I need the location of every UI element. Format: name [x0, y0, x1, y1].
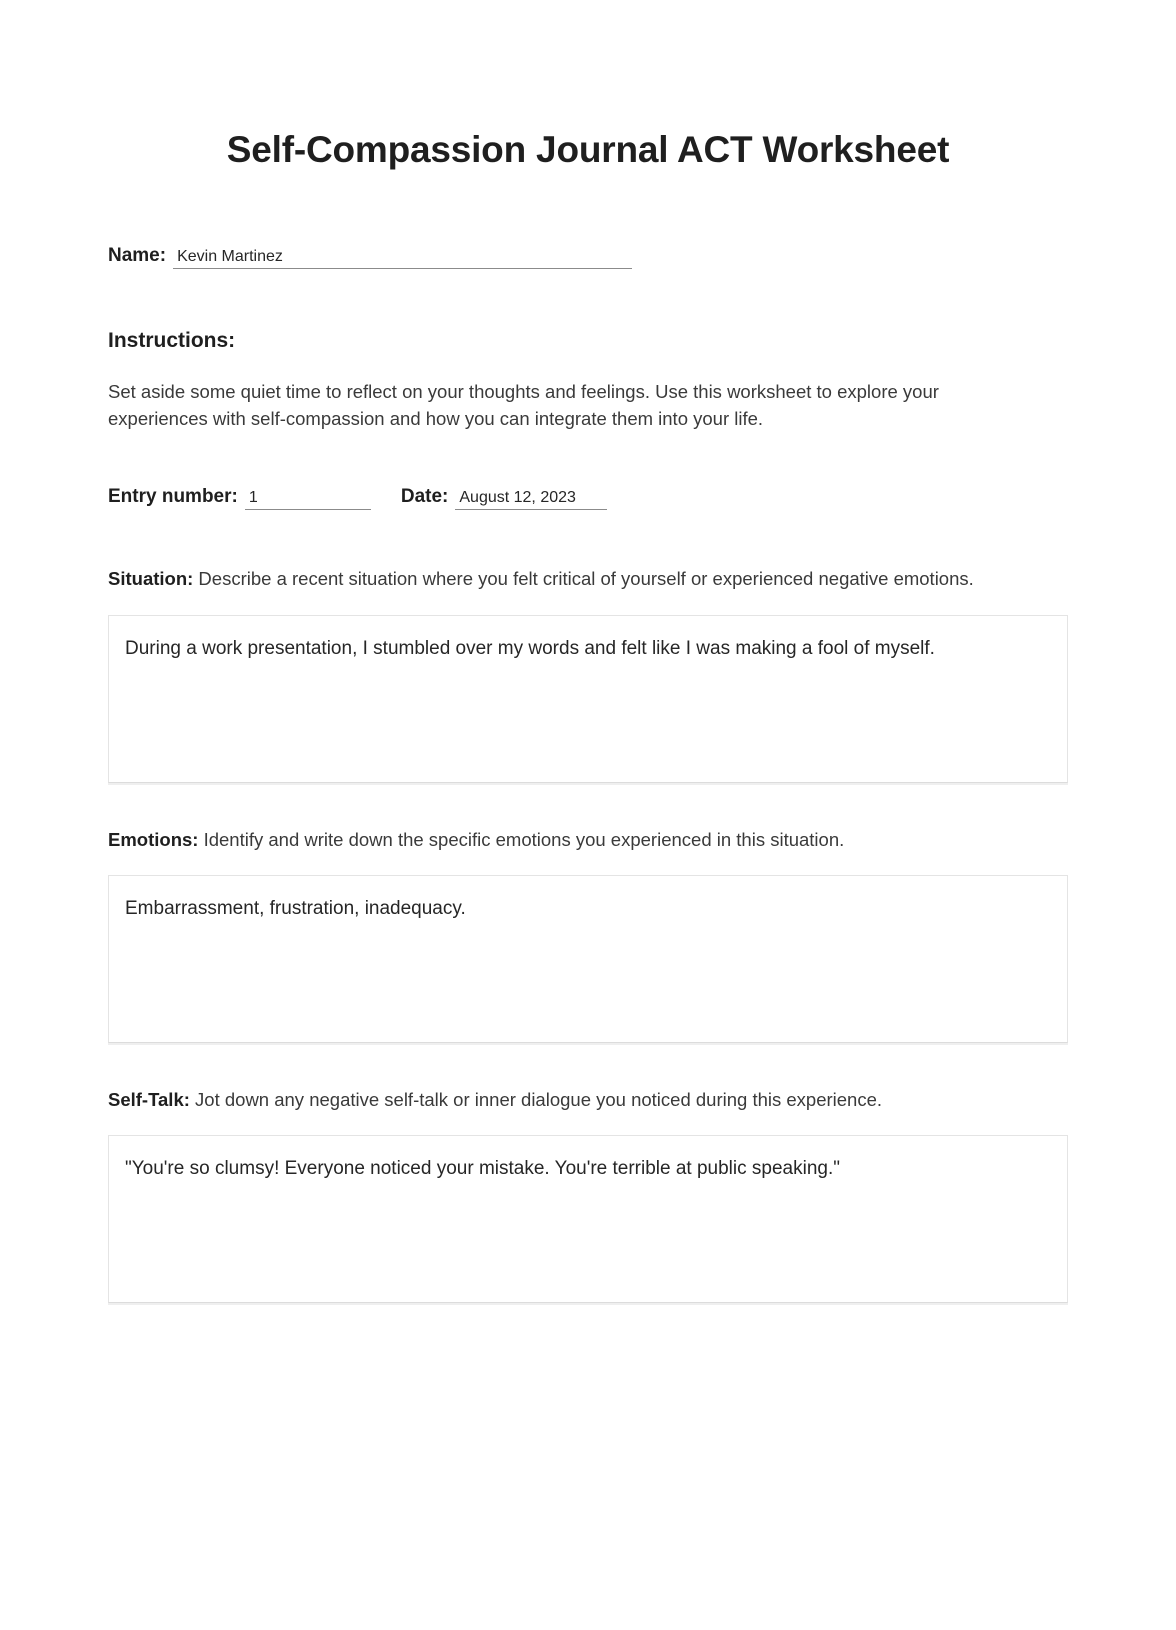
- situation-prompt-text: Describe a recent situation where you felt critical of yourself or experienced negative emotions.: [193, 568, 974, 590]
- entry-number-value: 1: [248, 489, 258, 507]
- instructions-heading: Instructions:: [108, 329, 236, 353]
- entry-number-input[interactable]: [245, 488, 371, 510]
- emotions-prompt-text: Identify and write down the specific emotions you experienced in this situation.: [198, 828, 845, 850]
- name-input[interactable]: [173, 247, 632, 269]
- emotions-prompt: [108, 783, 1053, 853]
- self-talk-prompt: [108, 1043, 1053, 1113]
- name-value: Kevin Martinez: [177, 248, 283, 266]
- self-talk-answer-text: "You're so clumsy! Everyone noticed your mistake. You're terrible at public speaking.": [125, 1158, 840, 1180]
- self-talk-prompt-text: Jot down any negative self-talk or inner dialogue you noticed during this experience.: [189, 1088, 883, 1110]
- worksheet-content: [108, 0, 1068, 1303]
- situation-label: Situation:: [108, 568, 194, 590]
- date-input[interactable]: [455, 488, 607, 510]
- situation-answer-box[interactable]: [108, 615, 1068, 783]
- emotions-label: Emotions:: [108, 828, 199, 850]
- self-talk-answer-box[interactable]: [108, 1135, 1068, 1303]
- date-value: August 12, 2023: [459, 489, 576, 507]
- situation-answer-text: During a work presentation, I stumbled over my words and felt like I was making a fool of myself.: [125, 637, 935, 659]
- emotions-answer-box[interactable]: [108, 875, 1068, 1043]
- name-label: Name:: [108, 245, 167, 267]
- instructions-body: Set aside some quiet time to reflect on your thoughts and feelings. Use this worksheet to explore your experiences with self-compassion and how you can integrate them into your life.: [108, 380, 939, 429]
- page-title: Self-Compassion Journal ACT Worksheet: [226, 129, 950, 170]
- self-talk-label: Self-Talk:: [108, 1088, 190, 1110]
- entry-number-label: Entry number:: [108, 486, 238, 508]
- situation-prompt: [108, 510, 1053, 592]
- name-field-row: [108, 239, 1068, 269]
- entry-date-row: [108, 480, 1068, 510]
- emotions-answer-text: Embarrassment, frustration, inadequacy.: [125, 897, 466, 919]
- date-label: Date:: [400, 486, 449, 508]
